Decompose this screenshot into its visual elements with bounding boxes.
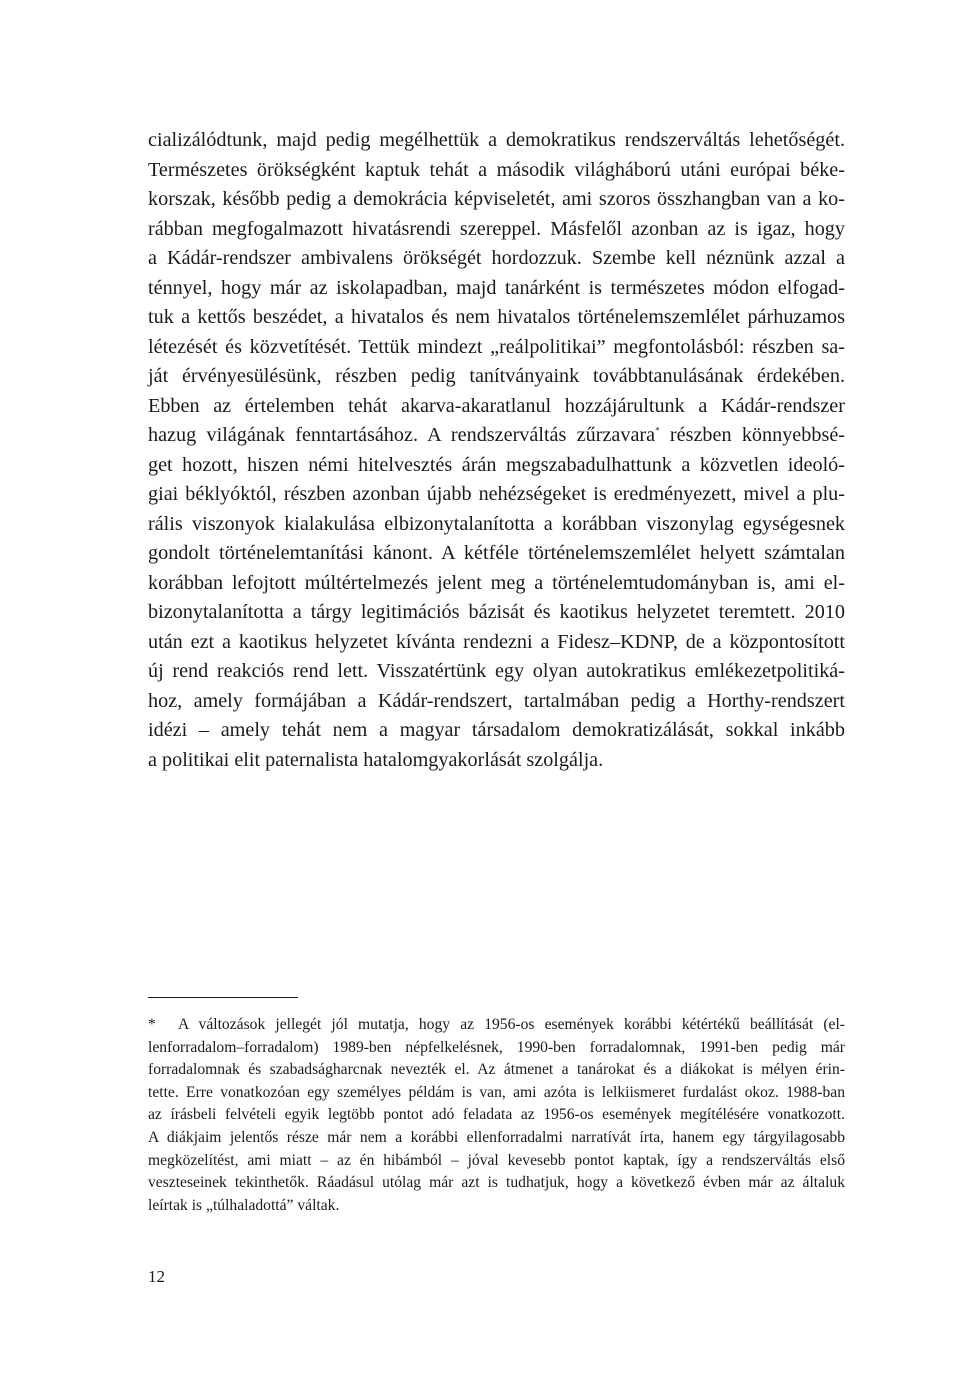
body-line: ténnyel, hogy már az iskolapadban, majd tanárként is természetes módon elfogad- xyxy=(148,276,845,299)
body-line-part: részben könnyebbsé- xyxy=(669,424,845,446)
footnote-line: veszteseinek tekinthetők. Ráadásul utólag már azt is tudhatjuk, hogy a következő évben már az általuk xyxy=(148,1174,845,1192)
body-line: a Kádár-rendszer ambivalens örökségét hordozzuk. Szembe kell néznünk azzal a xyxy=(148,247,845,269)
body-line: után ezt a kaotikus helyzetet kívánta rendezni a Fidesz–KDNP, de a központosított xyxy=(148,630,845,653)
body-line: giai béklyóktól, részben azonban újabb nehézségeket is eredményezett, mivel a plu- xyxy=(148,483,845,505)
body-line: tuk a kettős beszédet, a hivatalos és nem hivatalos történelemszemlélet párhuzamos xyxy=(148,306,845,328)
footnote-line: leírtak is „túlhaladottá” váltak. xyxy=(148,1196,340,1214)
footnote-line: A diákjaim jelentős része már nem a korábbi ellenforradalmi narratívát írta, hanem egy tárgyilagosabb xyxy=(148,1128,845,1146)
footnote-line: az írásbeli felvételi egyik legtöbb pontot adó feladata az 1956-os események megítélésére vonatkozott. xyxy=(148,1106,845,1124)
body-line: bizonytalanította a tárgy legitimációs bázisát és kaotikus helyzetet teremtett. 2010 xyxy=(148,601,845,623)
footnote-marker: * xyxy=(148,1016,156,1033)
body-line: Ebben az értelemben tehát akarva-akaratlanul hozzájárultunk a Kádár-rendszer xyxy=(148,394,845,417)
body-line: korábban lefojtott múltértelmezés jelent meg a történelemtudományban is, ami el- xyxy=(148,571,845,594)
page-number: 12 xyxy=(148,1267,165,1286)
body-line: létezését és közvetítését. Tettük mindezt „reálpolitikai” megfontolásból: részben sa- xyxy=(148,335,845,358)
body-line: rábban megfogalmazott hivatásrendi szereppel. Másfelől azonban az is igaz, hogy xyxy=(148,217,845,240)
footnote-line: forradalomnak és szabadságharcnak nevezték el. Az átmenet a tanárokat és a diákokat is mélyen érin- xyxy=(148,1061,845,1079)
footnote-reference[interactable]: * xyxy=(655,425,660,436)
footnote xyxy=(148,1014,845,1217)
footnote-divider xyxy=(148,997,298,998)
body-line: rális viszonyok kialakulása elbizonytalanította a korábban viszonylag egységesnek xyxy=(148,512,845,535)
body-line: ját érvényesülésünk, részben pedig tanítványaink továbbtanulásának érdekében. xyxy=(148,365,845,387)
body-line: get hozott, hiszen némi hitelvesztés árán megszabadulhattunk a közvetlen ideoló- xyxy=(148,453,845,476)
body-line: új rend reakciós rend lett. Visszatértünk egy olyan autokratikus emlékezetpolitiká- xyxy=(148,660,845,682)
body-line-part: hazug világának fenntartásához. A rendszerváltás zűrzavara xyxy=(148,424,656,446)
body-line: gondolt történelemtanítási kánont. A kétféle történelemszemlélet helyett számtalan xyxy=(148,542,845,564)
footnote-line: tette. Erre vonatkozóan egy személyes példám is van, ami azóta is lelkiismeret furdalást okoz. 1988-ban xyxy=(148,1083,845,1101)
body-line: idézi – amely tehát nem a magyar társadalom demokratizálását, sokkal inkább xyxy=(148,719,845,741)
body-line: korszak, később pedig a demokrácia képviseletét, ami szoros összhangban van a ko- xyxy=(148,188,845,210)
body-line: cializálódtunk, majd pedig megélhettük a demokratikus rendszerváltás lehetőségét. xyxy=(148,129,845,151)
body-line: a politikai elit paternalista hatalomgyakorlását szolgálja. xyxy=(148,748,604,771)
body-line: Természetes örökségként kaptuk tehát a második világháború utáni európai béke- xyxy=(148,158,845,181)
footnote-line xyxy=(148,1014,845,1037)
body-line-with-footnote-ref xyxy=(148,421,845,451)
footnote-line: megközelítést, ami miatt – az én hibámból – jóval kevesebb pontot kaptak, így a rendszerváltás első xyxy=(148,1151,845,1169)
body-text xyxy=(148,126,845,775)
footnote-line-text: A változások jellegét jól mutatja, hogy az 1956-os események korábbi kétértékű beállítását (el- xyxy=(178,1016,845,1033)
footnote-line: lenforradalom–forradalom) 1989-ben népfelkelésnek, 1990-ben forradalomnak, 1991-ben pedig már xyxy=(148,1038,845,1056)
body-line: hoz, amely formájában a Kádár-rendszert, tartalmában pedig a Horthy-rendszert xyxy=(148,689,845,712)
